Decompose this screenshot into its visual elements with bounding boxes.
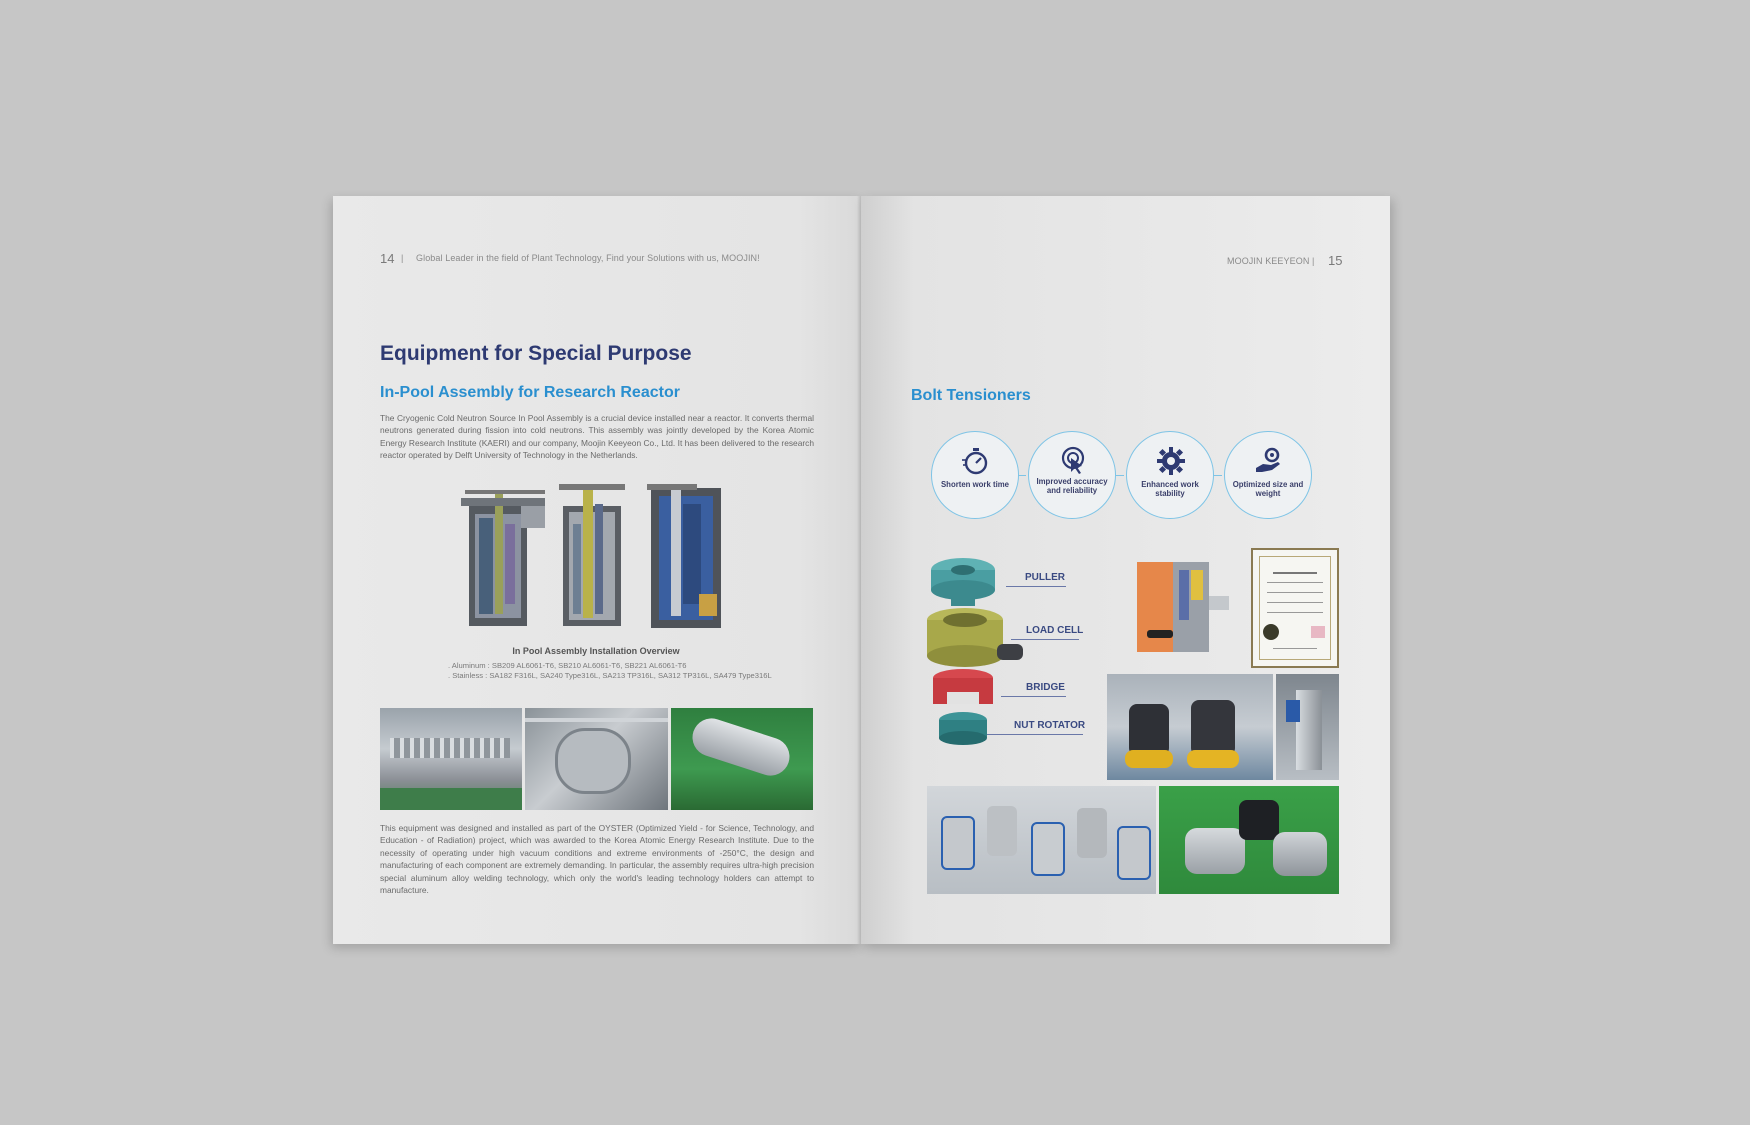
- feature-accuracy-reliability: [1028, 431, 1116, 519]
- reactor-cutaway-illustration: [461, 484, 731, 634]
- factory-photo-3: [671, 708, 813, 810]
- gear-icon: [1156, 446, 1186, 476]
- left-header-divider: |: [401, 253, 404, 263]
- feature-shorten-work-time: [931, 431, 1019, 519]
- part-label-puller: PULLER: [1025, 572, 1065, 583]
- intro-paragraph: The Cryogenic Cold Neutron Source In Pool Assembly is a crucial device installed near a reactor. It converts thermal neutrons generated during fission into cold neutrons. This assembly was jointly developed by the Korea Atomic Energy Research Institute (KAERI) and our company, Moojin Keeyeon Co., Ltd. It has been delivered to the research reactor operated by Delft University of Technology in the Netherlands.: [380, 413, 814, 461]
- left-page: [333, 196, 861, 944]
- tensioner-photo-set: [927, 786, 1156, 894]
- part-leader-line: [1011, 639, 1079, 640]
- part-label-load-cell: LOAD CELL: [1026, 625, 1084, 636]
- feature-work-stability: [1126, 431, 1214, 519]
- page-title: Equipment for Special Purpose: [380, 342, 692, 365]
- feature-label: Improved accuracy and reliability: [1036, 477, 1108, 495]
- materials-stainless: . Stainless : SA182 F316L, SA240 Type316L, SA213 TP316L, SA312 TP316L, SA479 Type316L: [448, 671, 772, 680]
- hand-gear-icon: [1254, 446, 1284, 476]
- part-label-nut-rotator: NUT ROTATOR: [1014, 720, 1086, 731]
- feature-label: Optimized size and weight: [1232, 480, 1304, 498]
- right-page-number: 15: [1328, 253, 1343, 268]
- part-leader-line: [1001, 696, 1066, 697]
- right-header-text: MOOJIN KEEYEON: [1227, 256, 1310, 266]
- factory-photo-2: [525, 708, 668, 810]
- certificate-image: [1251, 548, 1339, 668]
- bolt-tensioners-title: Bolt Tensioners: [911, 387, 1031, 404]
- tensioner-photo-closeup: [1276, 674, 1339, 780]
- touch-target-icon: [1058, 446, 1088, 476]
- stopwatch-icon: [961, 446, 991, 476]
- part-leader-line: [987, 734, 1083, 735]
- feature-size-weight: [1224, 431, 1312, 519]
- factory-photo-1: [380, 708, 522, 810]
- section-subtitle: In-Pool Assembly for Research Reactor: [380, 384, 680, 401]
- tensioner-photo-green: [1159, 786, 1339, 894]
- part-leader-line: [1006, 586, 1066, 587]
- closing-paragraph: This equipment was designed and installed as part of the OYSTER (Optimized Yield - for Science, Technology, and Education - of Radiation) project, which was awarded to the Korea Atomic Energy Research Institute. Due to the necessity of operating under high vacuum conditions and extreme environments of -250°C, the design and manufacturing of each component are extremely demanding. In particular, the assembly requires ultra-high precision special aluminum alloy welding technology, which only the world's leading technology holders can attempt to manufacture.: [380, 823, 814, 896]
- right-page: [861, 196, 1390, 944]
- materials-aluminum: . Aluminum : SB209 AL6061-T6, SB210 AL6061-T6, SB221 AL6061-T6: [448, 661, 687, 670]
- tensioner-photo-workshop: [1107, 674, 1273, 780]
- left-header-text: Global Leader in the field of Plant Technology, Find your Solutions with us, MOOJIN!: [416, 253, 760, 263]
- left-page-number: 14: [380, 251, 395, 266]
- feature-label: Enhanced work stability: [1141, 480, 1199, 498]
- feature-label: Shorten work time: [940, 480, 1010, 489]
- right-header-divider: |: [1312, 256, 1315, 266]
- figure-caption: In Pool Assembly Installation Overview: [512, 646, 680, 656]
- part-label-bridge: BRIDGE: [1026, 682, 1065, 693]
- tensioner-cutaway-illustration: [1131, 556, 1231, 656]
